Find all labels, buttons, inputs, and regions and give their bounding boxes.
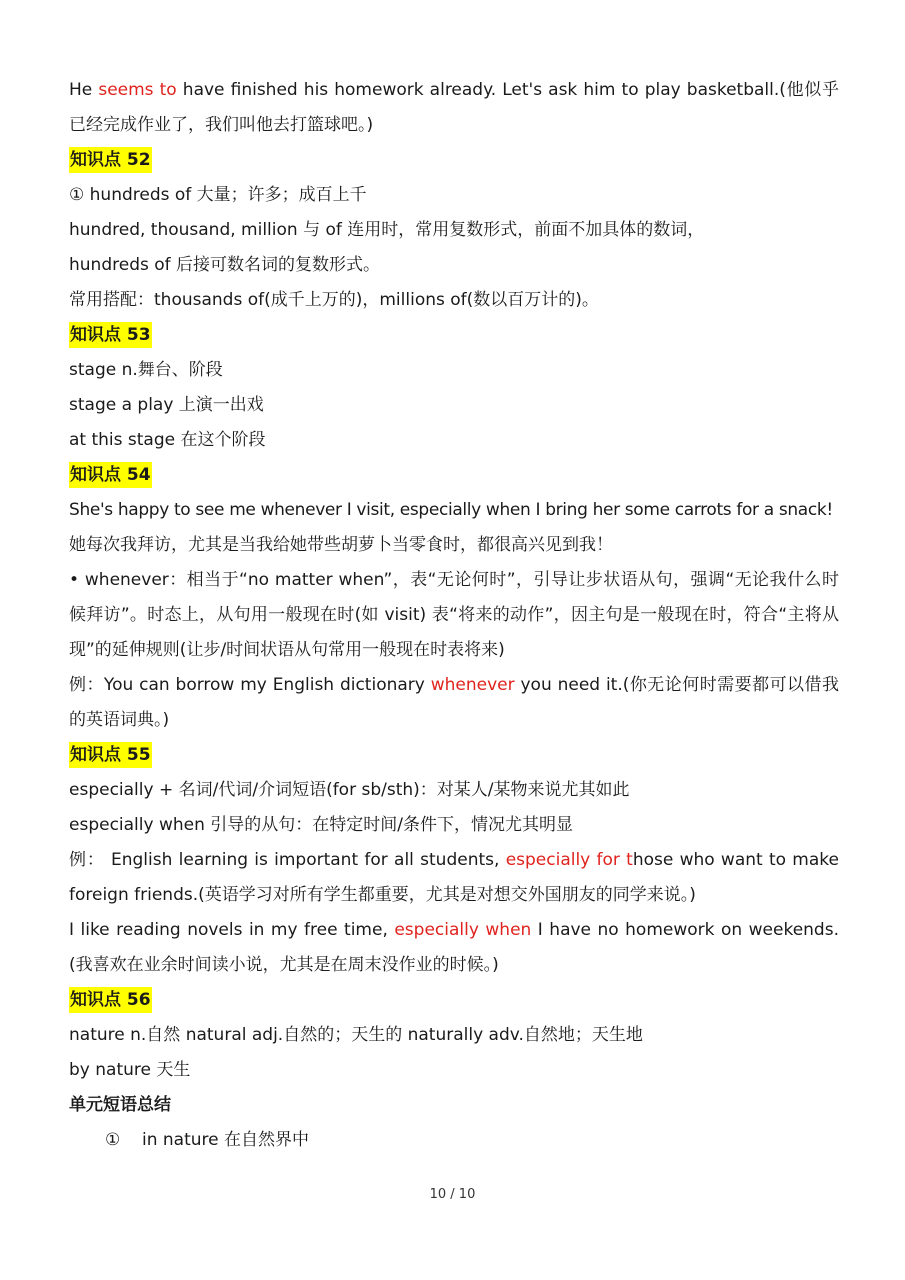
heading-label: 知识点 56 [69,987,152,1013]
knowledge-point-heading [69,318,839,353]
knowledge-point-heading [69,983,839,1018]
knowledge-point-heading [69,738,839,773]
page-content [69,73,839,1158]
text-run: have finished his homework already. Let's ask him to play basketball.(他似乎已经完成作业了，我们叫他去打篮球吧。) [69,80,839,135]
text-line: stage a play 上演一出戏 [69,395,264,415]
text-line: hundreds of 后接可数名词的复数形式。 [69,255,381,275]
text-line: 常用搭配：thousands of(成千上万的)，millions of(数以百万计的)。 [69,290,599,310]
heading-label: 知识点 53 [69,322,152,348]
highlighted-phrase: seems to [98,80,177,100]
knowledge-point-heading [69,458,839,493]
text-line: especially when 引导的从句：在特定时间/条件下，情况尤其明显 [69,815,574,835]
text-line: stage n.舞台、阶段 [69,360,223,380]
text-run: 例： English learning is important for all students, [69,850,506,870]
text-run: you need it.(你无论何时需要都可以借我的英语词典。) [69,675,839,730]
text-line: hundred, thousand, million 与 of 连用时，常用复数形式，前面不加具体的数词， [69,220,705,240]
list-item-text: in nature 在自然界中 [142,1130,310,1150]
text-line: nature n.自然 natural adj.自然的；天生的 naturally adv.自然地；天生地 [69,1025,643,1045]
list-number: ① [105,1130,121,1150]
summary-list-item [69,1123,839,1158]
paragraph: • whenever：相当于“no matter when”，表“无论何时”，引导让步状语从句，强调“无论我什么时候拜访”。时态上，从句用一般现在时(如 visit) 表“将来的动作”，因主句是一般现在时，符合“主将从现”的延伸规则(让步/时间状语从句常用一般现在时表将来) [69,570,839,660]
heading-label: 知识点 55 [69,742,152,768]
paragraph [69,913,839,983]
text-run: 例：You can borrow my English dictionary [69,675,431,695]
text-line: ① hundreds of 大量；许多；成百上千 [69,185,367,205]
text-run: He [69,80,99,100]
paragraph [69,843,839,913]
text-run: I have no homework on weekends.(我喜欢在业余时间读小说，尤其是在周末没作业的时候。) [69,920,839,975]
text-run: hose who want to make foreign friends.(英语学习对所有学生都重要，尤其是对想交外国朋友的同学来说。) [69,850,839,905]
text-line: She's happy to see me whenever I visit, especially when I bring her some carrots for a snack! [69,500,833,520]
highlighted-phrase: especially for t [505,850,633,870]
paragraph [69,73,839,143]
heading-label: 知识点 54 [69,462,152,488]
text-line: at this stage 在这个阶段 [69,430,266,450]
summary-title: 单元短语总结 [69,1095,171,1115]
highlighted-phrase: especially when [394,920,532,940]
text-run: I like reading novels in my free time, [69,920,395,940]
page-number: 10 / 10 [429,1187,476,1202]
highlighted-phrase: whenever [430,675,515,695]
text-line: by nature 天生 [69,1060,191,1080]
paragraph [69,668,839,738]
text-line: 她每次我拜访，尤其是当我给她带些胡萝卜当零食时，都很高兴见到我！ [69,535,613,555]
text-line: especially + 名词/代词/介词短语(for sb/sth)：对某人/某物来说尤其如此 [69,780,630,800]
knowledge-point-heading [69,143,839,178]
heading-label: 知识点 52 [69,147,152,173]
